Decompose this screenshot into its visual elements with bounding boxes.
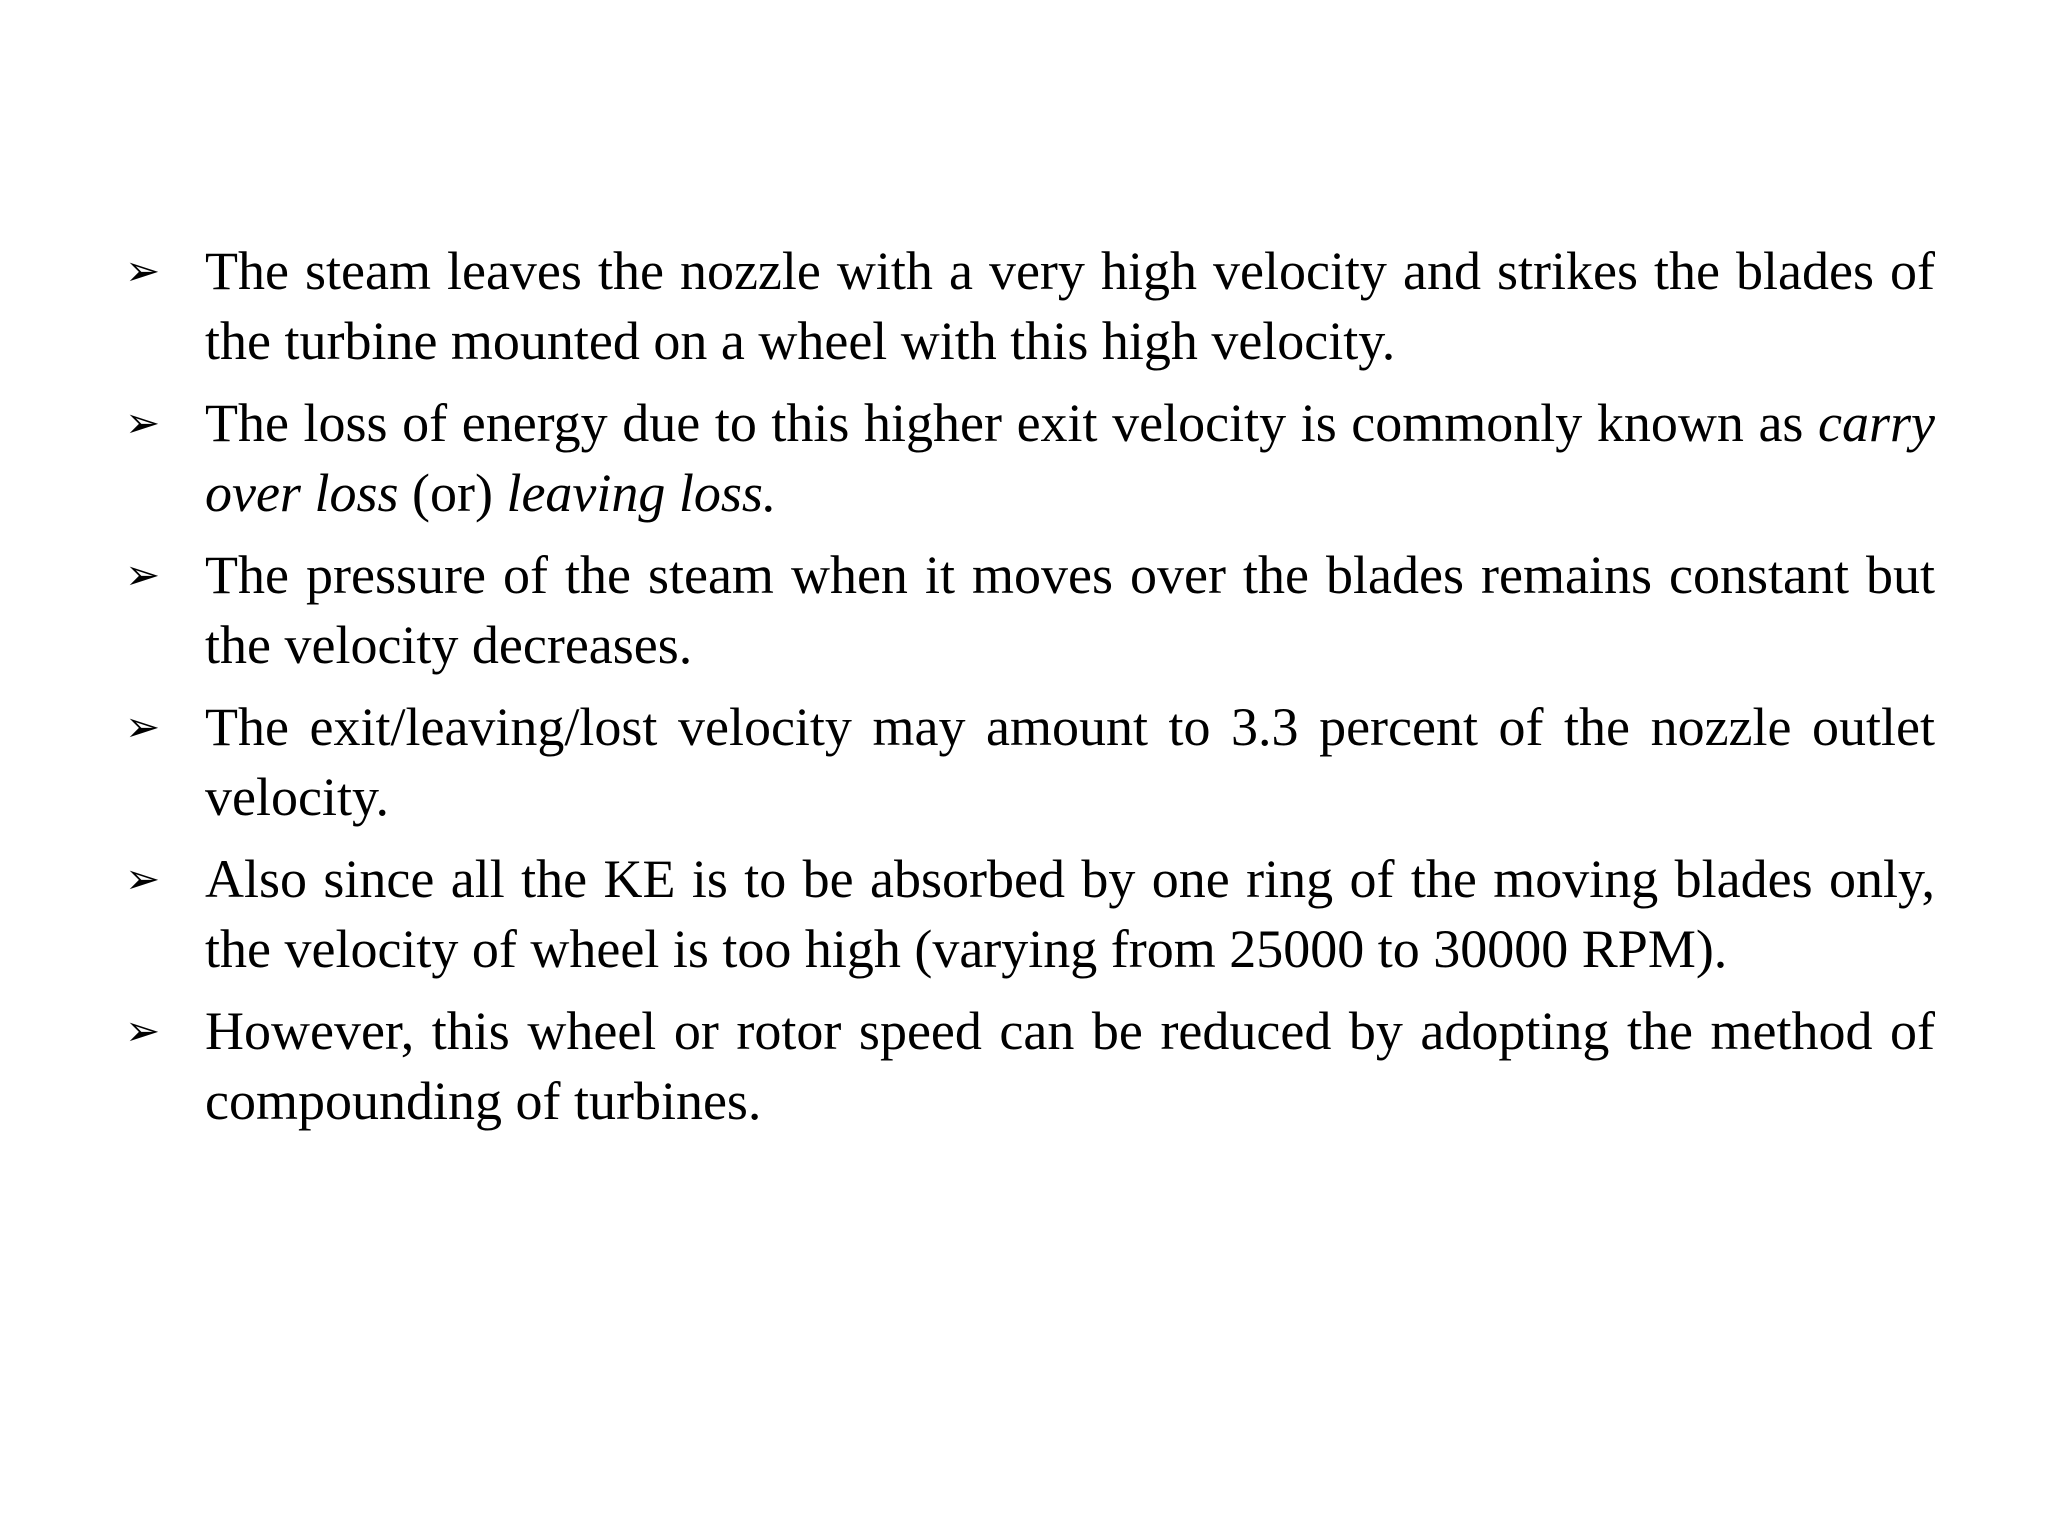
arrow-bullet-icon: ➢ <box>125 246 161 295</box>
italic-term-leaving-loss: leaving loss. <box>506 463 777 523</box>
bullet-text: The steam leaves the nozzle with a very high velocity and strikes the blades of the turbine mounted on a wheel with this high velocity. <box>205 241 1935 371</box>
italic-term-carry-over-loss: carry over loss <box>205 393 1935 523</box>
arrow-bullet-icon: ➢ <box>125 1006 161 1055</box>
arrow-bullet-icon: ➢ <box>125 398 161 447</box>
bullet-item-1 <box>125 236 1935 376</box>
bullet-text: The pressure of the steam when it moves over the blades remains constant but the velocity decreases. <box>205 545 1935 675</box>
bullet-text-part: (or) <box>398 463 507 523</box>
bullet-item-5 <box>125 844 1935 984</box>
bullet-list <box>125 236 1935 1148</box>
bullet-text-part: The loss of energy due to this higher exit velocity is commonly known as <box>205 393 1819 453</box>
bullet-item-6 <box>125 996 1935 1136</box>
bullet-text <box>205 388 1935 528</box>
arrow-bullet-icon: ➢ <box>125 854 161 903</box>
bullet-item-3 <box>125 540 1935 680</box>
bullet-text: However, this wheel or rotor speed can be reduced by adopting the method of compounding of turbines. <box>205 1001 1935 1131</box>
bullet-item-2 <box>125 388 1935 528</box>
arrow-bullet-icon: ➢ <box>125 550 161 599</box>
bullet-item-4 <box>125 692 1935 832</box>
arrow-bullet-icon: ➢ <box>125 702 161 751</box>
bullet-text: Also since all the KE is to be absorbed by one ring of the moving blades only, the velocity of wheel is too high (varying from 25000 to 30000 RPM). <box>205 849 1935 979</box>
bullet-text: The exit/leaving/lost velocity may amount to 3.3 percent of the nozzle outlet velocity. <box>205 697 1935 827</box>
